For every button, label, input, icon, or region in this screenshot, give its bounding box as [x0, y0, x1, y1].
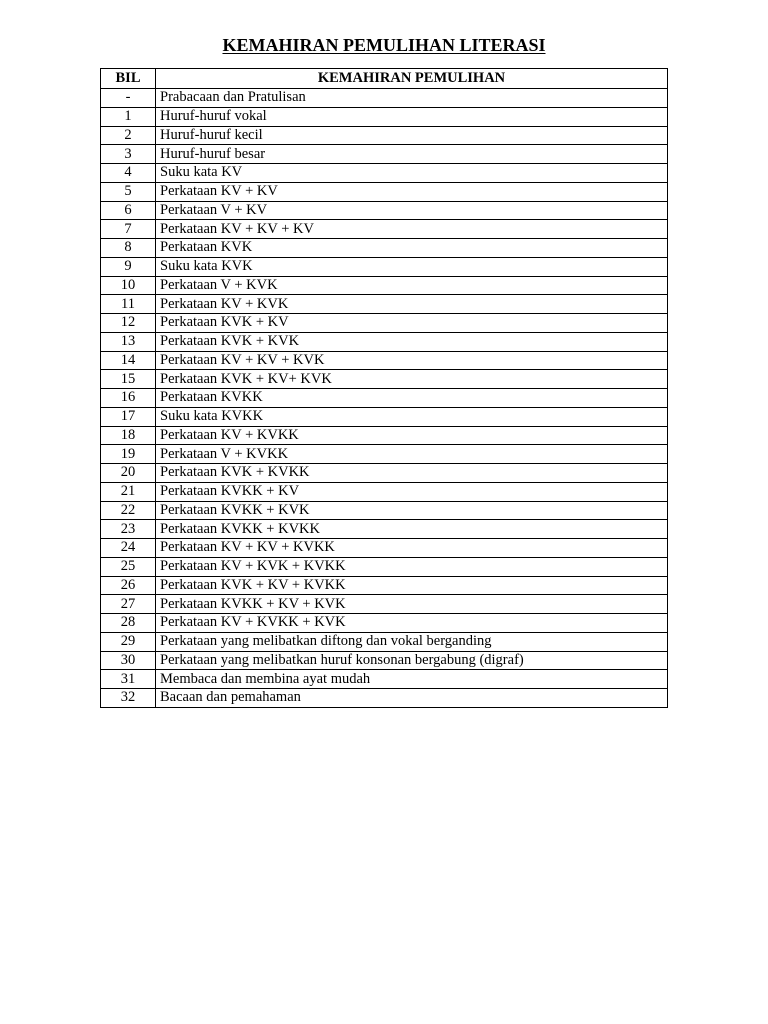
- table-row: [101, 201, 668, 220]
- row-bil-cell: 32: [101, 689, 156, 708]
- row-bil-cell: 20: [101, 464, 156, 483]
- row-bil-cell: 1: [101, 107, 156, 126]
- row-bil-cell: 18: [101, 426, 156, 445]
- row-skill-cell: Perkataan yang melibatkan huruf konsonan bergabung (digraf): [156, 651, 668, 670]
- table-row: [101, 482, 668, 501]
- row-bil-cell: 6: [101, 201, 156, 220]
- row-bil-cell: 24: [101, 539, 156, 558]
- row-bil-cell: 3: [101, 145, 156, 164]
- row-bil-cell: 25: [101, 557, 156, 576]
- row-bil-cell: 13: [101, 332, 156, 351]
- table-row: [101, 632, 668, 651]
- row-skill-cell: Perkataan KVK + KV+ KVK: [156, 370, 668, 389]
- row-skill-cell: Perkataan KVK + KV + KVKK: [156, 576, 668, 595]
- table-row: [101, 295, 668, 314]
- row-bil-cell: 7: [101, 220, 156, 239]
- table-row: [101, 501, 668, 520]
- table-row: [101, 257, 668, 276]
- table-row: [101, 370, 668, 389]
- row-bil-cell: 19: [101, 445, 156, 464]
- table-row: [101, 614, 668, 633]
- row-bil-cell: 16: [101, 389, 156, 408]
- row-bil-cell: 10: [101, 276, 156, 295]
- row-bil-cell: 12: [101, 314, 156, 333]
- row-skill-cell: Perkataan KVK + KVKK: [156, 464, 668, 483]
- table-row: [101, 351, 668, 370]
- table-row: [101, 220, 668, 239]
- row-skill-cell: Suku kata KVK: [156, 257, 668, 276]
- row-bil-cell: 31: [101, 670, 156, 689]
- row-skill-cell: Perkataan KV + KV + KVK: [156, 351, 668, 370]
- table-row: [101, 107, 668, 126]
- table-row: [101, 239, 668, 258]
- skills-table-body: [101, 89, 668, 708]
- row-bil-cell: 4: [101, 164, 156, 183]
- row-skill-cell: Perkataan V + KVK: [156, 276, 668, 295]
- row-skill-cell: Huruf-huruf vokal: [156, 107, 668, 126]
- row-skill-cell: Suku kata KV: [156, 164, 668, 183]
- row-bil-cell: 15: [101, 370, 156, 389]
- row-bil-cell: 27: [101, 595, 156, 614]
- row-bil-cell: 9: [101, 257, 156, 276]
- row-skill-cell: Perkataan V + KVKK: [156, 445, 668, 464]
- row-bil-cell: 23: [101, 520, 156, 539]
- row-skill-cell: Perkataan V + KV: [156, 201, 668, 220]
- table-row: [101, 126, 668, 145]
- row-skill-cell: Perkataan KVK + KVK: [156, 332, 668, 351]
- table-row: [101, 314, 668, 333]
- table-row: [101, 651, 668, 670]
- row-skill-cell: Perkataan KVK: [156, 239, 668, 258]
- row-skill-cell: Perkataan KV + KVKK: [156, 426, 668, 445]
- table-row: [101, 539, 668, 558]
- row-skill-cell: Perkataan yang melibatkan diftong dan vokal berganding: [156, 632, 668, 651]
- row-skill-cell: Prabacaan dan Pratulisan: [156, 89, 668, 108]
- table-row: [101, 595, 668, 614]
- row-skill-cell: Perkataan KV + KV + KV: [156, 220, 668, 239]
- row-skill-cell: Perkataan KV + KVK: [156, 295, 668, 314]
- row-bil-cell: 8: [101, 239, 156, 258]
- row-bil-cell: 11: [101, 295, 156, 314]
- row-skill-cell: Perkataan KVKK + KV + KVK: [156, 595, 668, 614]
- row-skill-cell: Membaca dan membina ayat mudah: [156, 670, 668, 689]
- row-bil-cell: 21: [101, 482, 156, 501]
- row-skill-cell: Perkataan KV + KVK + KVKK: [156, 557, 668, 576]
- table-row: [101, 445, 668, 464]
- table-row: [101, 389, 668, 408]
- row-skill-cell: Suku kata KVKK: [156, 407, 668, 426]
- table-row: [101, 520, 668, 539]
- page-title-text: KEMAHIRAN PEMULIHAN LITERASI: [222, 35, 546, 55]
- table-row: [101, 407, 668, 426]
- row-bil-cell: 30: [101, 651, 156, 670]
- row-skill-cell: Perkataan KV + KVKK + KVK: [156, 614, 668, 633]
- row-bil-cell: 22: [101, 501, 156, 520]
- table-row: [101, 557, 668, 576]
- table-row: [101, 426, 668, 445]
- table-row: [101, 182, 668, 201]
- row-skill-cell: Perkataan KVKK + KVKK: [156, 520, 668, 539]
- table-header-row: [101, 69, 668, 89]
- table-row: [101, 670, 668, 689]
- row-skill-cell: Perkataan KVKK + KVK: [156, 501, 668, 520]
- row-bil-cell: 28: [101, 614, 156, 633]
- row-bil-cell: 14: [101, 351, 156, 370]
- table-row: [101, 164, 668, 183]
- row-bil-cell: 26: [101, 576, 156, 595]
- row-skill-cell: Huruf-huruf besar: [156, 145, 668, 164]
- row-skill-cell: Perkataan KVKK + KV: [156, 482, 668, 501]
- table-row: [101, 276, 668, 295]
- table-row: [101, 332, 668, 351]
- row-bil-cell: 29: [101, 632, 156, 651]
- row-bil-cell: 17: [101, 407, 156, 426]
- row-bil-cell: 5: [101, 182, 156, 201]
- row-skill-cell: Perkataan KV + KV + KVKK: [156, 539, 668, 558]
- column-header-skill: KEMAHIRAN PEMULIHAN: [156, 69, 668, 89]
- column-header-bil: BIL: [101, 69, 156, 89]
- table-row: [101, 89, 668, 108]
- row-skill-cell: Huruf-huruf kecil: [156, 126, 668, 145]
- page-title: [0, 34, 768, 56]
- row-skill-cell: Perkataan KV + KV: [156, 182, 668, 201]
- row-skill-cell: Perkataan KVKK: [156, 389, 668, 408]
- row-skill-cell: Bacaan dan pemahaman: [156, 689, 668, 708]
- row-skill-cell: Perkataan KVK + KV: [156, 314, 668, 333]
- row-bil-cell: 2: [101, 126, 156, 145]
- row-bil-cell: -: [101, 89, 156, 108]
- table-row: [101, 576, 668, 595]
- table-row: [101, 145, 668, 164]
- table-row: [101, 464, 668, 483]
- table-row: [101, 689, 668, 708]
- skills-table: [100, 68, 668, 708]
